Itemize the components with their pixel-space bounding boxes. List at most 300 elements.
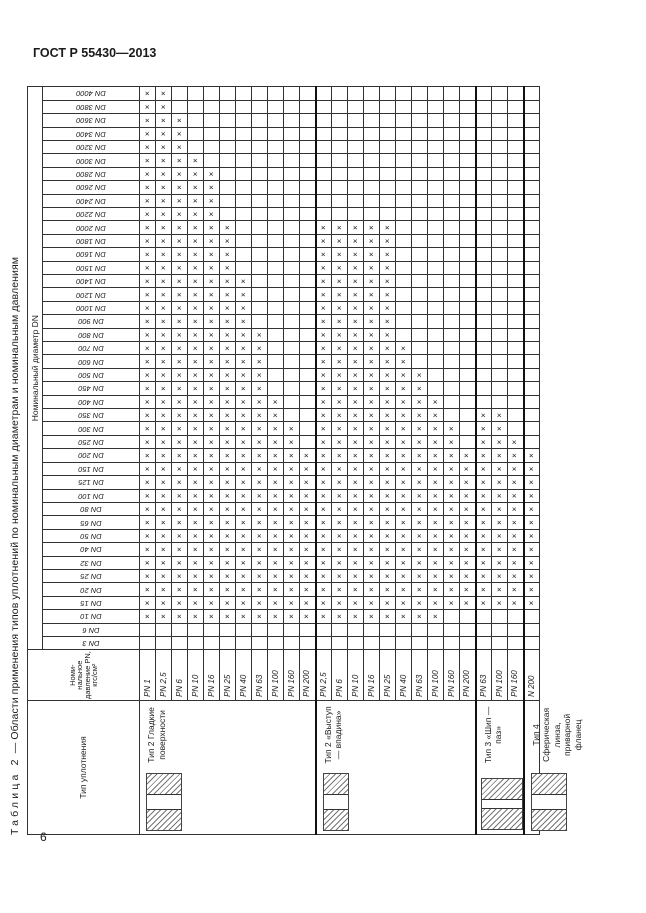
applicability-cell — [412, 248, 428, 261]
applicability-cell: × — [348, 221, 364, 234]
applicability-cell: × — [348, 275, 364, 288]
pressure-cell: PN 100 — [268, 650, 284, 701]
applicability-cell — [492, 315, 508, 328]
applicability-cell: × — [156, 154, 172, 167]
applicability-cell: × — [188, 368, 204, 381]
applicability-cell: × — [252, 529, 268, 542]
applicability-cell — [252, 636, 268, 649]
applicability-cell: × — [380, 583, 396, 596]
applicability-cell: × — [364, 395, 380, 408]
dn-label: DN 1200 — [76, 290, 106, 300]
applicability-cell — [188, 636, 204, 649]
dn-label: DN 3200 — [76, 142, 106, 152]
applicability-cell: × — [172, 382, 188, 395]
applicability-cell — [284, 395, 300, 408]
applicability-cell: × — [140, 502, 156, 515]
pressure-cell: PN 200 — [460, 650, 476, 701]
applicability-cell: × — [156, 583, 172, 596]
applicability-cell — [188, 140, 204, 153]
applicability-cell — [460, 114, 476, 127]
applicability-cell — [460, 248, 476, 261]
applicability-cell: × — [316, 476, 332, 489]
applicability-cell: × — [380, 476, 396, 489]
applicability-cell: × — [156, 234, 172, 247]
applicability-cell — [300, 207, 316, 220]
applicability-cell — [300, 127, 316, 140]
applicability-cell — [364, 100, 380, 113]
applicability-cell: × — [140, 435, 156, 448]
applicability-cell — [460, 342, 476, 355]
applicability-cell: × — [380, 288, 396, 301]
applicability-cell — [252, 261, 268, 274]
applicability-cell: × — [348, 435, 364, 448]
applicability-cell: × — [236, 409, 252, 422]
dn-label: DN 4000 — [76, 89, 106, 99]
applicability-cell: × — [412, 610, 428, 623]
applicability-cell: × — [492, 489, 508, 502]
applicability-cell — [476, 315, 492, 328]
applicability-cell: × — [476, 422, 492, 435]
applicability-cell — [284, 181, 300, 194]
applicability-cell: × — [172, 127, 188, 140]
applicability-cell: × — [508, 449, 524, 462]
applicability-cell — [460, 422, 476, 435]
applicability-cell: × — [380, 234, 396, 247]
applicability-cell — [396, 328, 412, 341]
applicability-cell — [236, 261, 252, 274]
applicability-cell — [444, 234, 460, 247]
pressure-cell: PN 25 — [380, 650, 396, 701]
applicability-cell: × — [364, 288, 380, 301]
applicability-cell — [300, 395, 316, 408]
applicability-cell: × — [188, 301, 204, 314]
applicability-cell: × — [188, 167, 204, 180]
applicability-cell — [524, 301, 540, 314]
applicability-cell — [428, 328, 444, 341]
applicability-cell: × — [236, 449, 252, 462]
applicability-cell: × — [156, 248, 172, 261]
applicability-cell — [300, 140, 316, 153]
dn-column-header — [43, 516, 140, 529]
applicability-cell: × — [364, 529, 380, 542]
dn-column-header — [43, 328, 140, 341]
applicability-cell: × — [188, 516, 204, 529]
applicability-cell: × — [380, 462, 396, 475]
applicability-cell: × — [332, 596, 348, 609]
applicability-cell: × — [508, 476, 524, 489]
applicability-cell — [300, 261, 316, 274]
applicability-cell — [508, 261, 524, 274]
applicability-cell — [332, 181, 348, 194]
applicability-cell: × — [332, 328, 348, 341]
applicability-cell: × — [140, 140, 156, 153]
applicability-cell: × — [508, 543, 524, 556]
applicability-cell: × — [412, 502, 428, 515]
applicability-cell — [380, 623, 396, 636]
applicability-cell — [332, 127, 348, 140]
applicability-cell — [508, 194, 524, 207]
applicability-cell — [268, 636, 284, 649]
applicability-cell: × — [236, 301, 252, 314]
applicability-cell: × — [220, 596, 236, 609]
applicability-cell: × — [380, 596, 396, 609]
applicability-cell: × — [220, 489, 236, 502]
document-header: ГОСТ Р 55430—2013 — [33, 46, 157, 60]
seal-type-cell — [524, 700, 583, 834]
applicability-cell: × — [332, 355, 348, 368]
dn-column-header — [43, 409, 140, 422]
dn-label: DN 1800 — [76, 236, 106, 246]
applicability-cell — [332, 154, 348, 167]
applicability-cell: × — [316, 315, 332, 328]
applicability-cell — [524, 181, 540, 194]
applicability-cell — [524, 248, 540, 261]
applicability-cell — [412, 315, 428, 328]
applicability-cell — [300, 100, 316, 113]
applicability-cell: × — [204, 596, 220, 609]
applicability-cell: × — [364, 368, 380, 381]
applicability-cell — [524, 355, 540, 368]
applicability-cell: × — [140, 114, 156, 127]
applicability-cell: × — [172, 502, 188, 515]
applicability-cell — [348, 623, 364, 636]
applicability-cell — [300, 382, 316, 395]
applicability-cell: × — [284, 476, 300, 489]
applicability-cell — [300, 234, 316, 247]
applicability-cell: × — [332, 516, 348, 529]
applicability-cell: × — [364, 489, 380, 502]
applicability-cell: × — [172, 462, 188, 475]
applicability-cell — [412, 181, 428, 194]
dn-label: DN 2600 — [76, 183, 106, 193]
applicability-cell — [268, 342, 284, 355]
applicability-cell: × — [316, 221, 332, 234]
applicability-cell: × — [396, 449, 412, 462]
applicability-cell: × — [524, 462, 540, 475]
applicability-cell — [492, 261, 508, 274]
applicability-cell: × — [172, 529, 188, 542]
applicability-cell — [444, 100, 460, 113]
applicability-cell: × — [172, 234, 188, 247]
dn-column-header — [43, 288, 140, 301]
applicability-cell — [444, 610, 460, 623]
applicability-cell — [316, 623, 332, 636]
applicability-cell — [172, 623, 188, 636]
applicability-cell: × — [188, 462, 204, 475]
applicability-cell: × — [172, 328, 188, 341]
applicability-cell: × — [236, 382, 252, 395]
applicability-cell — [140, 636, 156, 649]
applicability-cell: × — [156, 476, 172, 489]
applicability-cell — [476, 167, 492, 180]
applicability-cell — [492, 382, 508, 395]
applicability-cell — [508, 301, 524, 314]
applicability-cell: × — [220, 368, 236, 381]
applicability-cell: × — [204, 261, 220, 274]
pressure-cell: PN 63 — [252, 650, 268, 701]
applicability-cell: × — [332, 502, 348, 515]
applicability-cell: × — [268, 610, 284, 623]
applicability-cell: × — [252, 462, 268, 475]
applicability-cell: × — [236, 610, 252, 623]
applicability-cell: × — [332, 462, 348, 475]
applicability-cell — [316, 194, 332, 207]
applicability-cell: × — [316, 342, 332, 355]
applicability-cell: × — [332, 261, 348, 274]
pressure-cell: PN 40 — [236, 650, 252, 701]
applicability-cell — [364, 140, 380, 153]
dn-column-header — [43, 636, 140, 649]
applicability-cell: × — [524, 529, 540, 542]
applicability-cell — [444, 114, 460, 127]
applicability-cell: × — [204, 315, 220, 328]
applicability-cell — [508, 127, 524, 140]
applicability-cell — [524, 328, 540, 341]
applicability-cell: × — [508, 435, 524, 448]
dn-label: DN 2800 — [76, 169, 106, 179]
applicability-cell — [268, 221, 284, 234]
dn-label: DN 600 — [78, 357, 104, 367]
applicability-cell — [236, 114, 252, 127]
applicability-cell: × — [380, 221, 396, 234]
applicability-cell: × — [156, 301, 172, 314]
applicability-cell: × — [460, 449, 476, 462]
applicability-cell: × — [220, 435, 236, 448]
applicability-cell — [508, 100, 524, 113]
applicability-cell — [236, 623, 252, 636]
applicability-cell — [524, 275, 540, 288]
applicability-cell — [396, 315, 412, 328]
dn-label: DN 25 — [80, 571, 102, 581]
dn-column-header — [43, 207, 140, 220]
applicability-cell — [508, 207, 524, 220]
applicability-cell — [316, 636, 332, 649]
applicability-cell: × — [300, 556, 316, 569]
applicability-cell — [428, 248, 444, 261]
applicability-cell — [444, 87, 460, 101]
applicability-cell — [252, 221, 268, 234]
applicability-cell: × — [396, 422, 412, 435]
applicability-cell: × — [364, 449, 380, 462]
applicability-cell: × — [412, 569, 428, 582]
applicability-cell — [492, 167, 508, 180]
applicability-cell — [492, 368, 508, 381]
pressure-cell: PN 2,5 — [156, 650, 172, 701]
applicability-cell: × — [172, 315, 188, 328]
applicability-cell: × — [140, 154, 156, 167]
applicability-cell — [428, 127, 444, 140]
applicability-cell: × — [220, 610, 236, 623]
applicability-cell — [220, 636, 236, 649]
applicability-cell — [268, 181, 284, 194]
applicability-cell — [300, 328, 316, 341]
applicability-cell: × — [220, 556, 236, 569]
applicability-cell: × — [428, 449, 444, 462]
applicability-cell — [412, 301, 428, 314]
applicability-cell: × — [204, 248, 220, 261]
applicability-cell: × — [316, 516, 332, 529]
applicability-cell — [524, 154, 540, 167]
applicability-cell: × — [524, 449, 540, 462]
applicability-cell: × — [316, 409, 332, 422]
applicability-cell — [476, 395, 492, 408]
applicability-cell: × — [316, 502, 332, 515]
applicability-cell — [524, 207, 540, 220]
applicability-cell: × — [348, 543, 364, 556]
applicability-cell — [460, 288, 476, 301]
applicability-cell: × — [236, 315, 252, 328]
applicability-cell — [508, 623, 524, 636]
applicability-cell — [268, 194, 284, 207]
applicability-cell — [316, 167, 332, 180]
applicability-cell: × — [396, 409, 412, 422]
applicability-cell — [476, 288, 492, 301]
dn-column-header — [43, 342, 140, 355]
applicability-cell: × — [236, 529, 252, 542]
applicability-cell: × — [188, 382, 204, 395]
applicability-cell: × — [332, 234, 348, 247]
applicability-cell: × — [156, 395, 172, 408]
applicability-cell: × — [236, 543, 252, 556]
applicability-cell: × — [428, 395, 444, 408]
applicability-cell — [380, 194, 396, 207]
applicability-cell: × — [476, 569, 492, 582]
applicability-cell — [380, 167, 396, 180]
applicability-cell — [188, 87, 204, 101]
applicability-cell: × — [236, 395, 252, 408]
applicability-cell: × — [188, 181, 204, 194]
applicability-cell — [524, 194, 540, 207]
applicability-cell — [300, 275, 316, 288]
flange-section-sketch-icon — [146, 773, 182, 831]
applicability-cell: × — [140, 87, 156, 101]
applicability-cell: × — [172, 476, 188, 489]
applicability-cell: × — [348, 315, 364, 328]
pressure-cell: PN 16 — [364, 650, 380, 701]
applicability-cell: × — [332, 275, 348, 288]
applicability-cell: × — [204, 368, 220, 381]
applicability-cell — [284, 194, 300, 207]
dn-label: DN 100 — [78, 491, 104, 501]
applicability-cell: × — [412, 449, 428, 462]
applicability-cell: × — [172, 288, 188, 301]
applicability-cell — [492, 87, 508, 101]
applicability-cell — [524, 221, 540, 234]
applicability-cell: × — [492, 435, 508, 448]
applicability-cell: × — [428, 409, 444, 422]
applicability-cell: × — [252, 328, 268, 341]
applicability-cell: × — [396, 489, 412, 502]
applicability-cell: × — [364, 261, 380, 274]
dn-label: DN 700 — [78, 344, 104, 353]
applicability-cell — [252, 623, 268, 636]
applicability-cell: × — [156, 140, 172, 153]
applicability-cell — [524, 636, 540, 649]
applicability-cell: × — [268, 556, 284, 569]
applicability-cell: × — [460, 516, 476, 529]
applicability-cell: × — [236, 288, 252, 301]
applicability-cell — [220, 207, 236, 220]
applicability-cell — [268, 207, 284, 220]
applicability-cell — [412, 221, 428, 234]
applicability-cell: × — [380, 529, 396, 542]
applicability-cell: × — [236, 516, 252, 529]
dn-label: DN 125 — [78, 478, 104, 488]
applicability-cell: × — [476, 516, 492, 529]
dn-column-header — [43, 556, 140, 569]
applicability-cell — [524, 140, 540, 153]
applicability-cell: × — [188, 355, 204, 368]
applicability-cell: × — [444, 476, 460, 489]
applicability-cell: × — [220, 569, 236, 582]
applicability-cell: × — [476, 529, 492, 542]
seal-application-table — [27, 86, 583, 835]
applicability-cell: × — [508, 489, 524, 502]
applicability-cell: × — [140, 368, 156, 381]
applicability-cell — [476, 301, 492, 314]
applicability-cell — [300, 301, 316, 314]
applicability-cell — [476, 382, 492, 395]
pressure-cell: PN 10 — [188, 650, 204, 701]
applicability-cell: × — [188, 543, 204, 556]
applicability-cell: × — [348, 395, 364, 408]
applicability-cell — [348, 181, 364, 194]
seal-type-cell — [476, 700, 524, 834]
dn-column-header — [43, 248, 140, 261]
applicability-cell: × — [380, 395, 396, 408]
applicability-cell — [476, 194, 492, 207]
applicability-cell — [412, 234, 428, 247]
applicability-cell — [444, 315, 460, 328]
table-row — [476, 87, 492, 835]
applicability-cell — [380, 140, 396, 153]
applicability-cell: × — [380, 368, 396, 381]
applicability-cell: × — [316, 422, 332, 435]
applicability-cell — [220, 181, 236, 194]
applicability-cell — [172, 87, 188, 101]
applicability-cell: × — [156, 127, 172, 140]
applicability-cell: × — [236, 435, 252, 448]
applicability-cell: × — [316, 556, 332, 569]
applicability-cell: × — [284, 462, 300, 475]
applicability-cell — [332, 100, 348, 113]
applicability-cell: × — [284, 489, 300, 502]
applicability-cell: × — [188, 583, 204, 596]
applicability-cell: × — [524, 569, 540, 582]
applicability-cell — [300, 636, 316, 649]
applicability-cell — [204, 636, 220, 649]
applicability-cell: × — [188, 275, 204, 288]
applicability-cell: × — [476, 583, 492, 596]
applicability-cell — [476, 610, 492, 623]
applicability-cell: × — [348, 288, 364, 301]
applicability-cell: × — [156, 435, 172, 448]
applicability-cell — [252, 207, 268, 220]
applicability-cell — [508, 181, 524, 194]
applicability-cell: × — [204, 207, 220, 220]
applicability-cell — [188, 623, 204, 636]
dn-label: DN 200 — [78, 451, 104, 461]
applicability-cell: × — [220, 315, 236, 328]
dn-label: DN 350 — [78, 411, 104, 421]
applicability-cell: × — [316, 449, 332, 462]
applicability-cell — [332, 167, 348, 180]
applicability-cell: × — [220, 382, 236, 395]
applicability-cell: × — [172, 275, 188, 288]
applicability-cell: × — [252, 409, 268, 422]
applicability-cell — [428, 623, 444, 636]
dn-column-header — [43, 100, 140, 113]
